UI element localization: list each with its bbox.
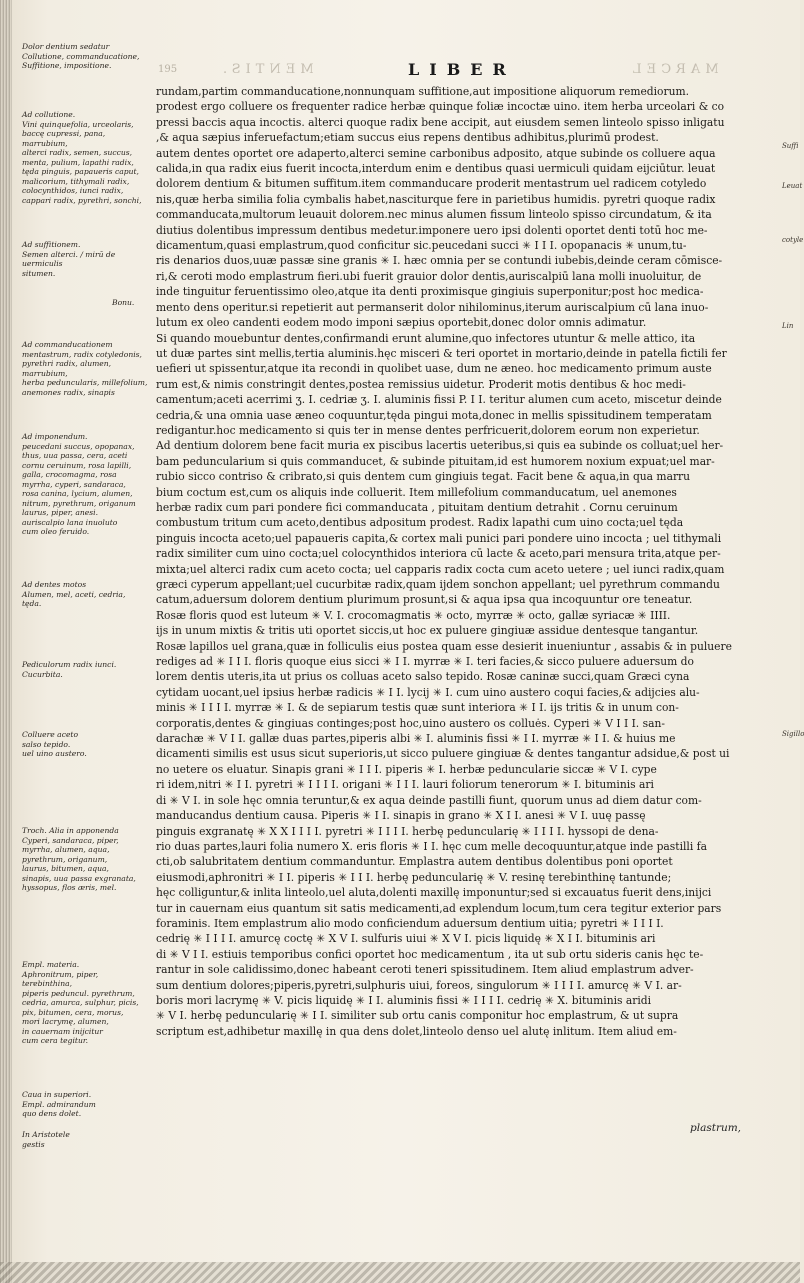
- margin-note: Empl. materia. Aphronitrum, piper, terebinthina, piperis peduncul. pyrethrum, cedria, amurca, sulphur, picis, pix, bitumen, cera, morus, mori lacrymę, alumen, in cauernam inijcitur cum cera tegitur.: [22, 960, 139, 1045]
- text-line: di ✳ V I I. estiuis temporibus confici oportet hoc medicamentum , ita ut sub ortu sideris canis hęc te-: [156, 947, 704, 961]
- text-line: græci cyperum appellant;uel cucurbitæ radix,quam ijdem sonchon appellant; uel pyrethrum commandu: [156, 578, 720, 591]
- text-line: cti,ob salubritatem dentium commanduntur. Emplastra autem dentibus dolentibus poni oportet: [156, 855, 673, 869]
- text-line: cedria,& una omnia uase æneo coquuntur,tęda pingui mota,donec in mellis spissitudinem temperatam: [156, 408, 712, 422]
- text-line: redigantur.hoc medicamento si quis ter in mense dentes perfricuerit,dolorem eorum non experietur.: [156, 423, 700, 437]
- text-line: darachæ ✳ V I I. gallæ duas partes,piperis albi ✳ I. aluminis fissi ✳ I I. myrræ ✳ I I. & huius me: [156, 732, 676, 746]
- text-line: radix similiter cum uino cocta;uel colocynthidos interiora cū lacte & aceto,pari mensura trita,atque per-: [156, 547, 721, 561]
- margin-note: Colluere aceto salso tepido. uel uino austero.: [22, 730, 87, 758]
- text-line: pinguis exgranatę ✳ X X I I I I. pyretri ✳ I I I I. herbę peduncularię ✳ I I I I. hyssopi de dena-: [156, 824, 659, 838]
- text-line: rio duas partes,lauri folia numero X. eris floris ✳ I I. hęc cum melle decoquuntur,atque inde pastilli fa: [156, 839, 707, 853]
- text-line: di ✳ V I. in sole hęc omnia teruntur,& ex aqua deinde pastilli fiunt, quorum unus ad diem datur com-: [156, 793, 702, 807]
- marginal-annotations: [22, 40, 150, 1160]
- text-line: autem dentes oportet ore adaperto,alterci semine carbonibus adposito, atque subinde os colluere aqua: [156, 146, 716, 160]
- text-line: prodest ergo colluere os frequenter radice herbæ quinque foliæ incoctæ uino. item herba urceolari & co: [156, 100, 725, 114]
- text-line: rediges ad ✳ I I I. floris quoque eius sicci ✳ I I. myrræ ✳ I. teri facies,& sicco puluere aduersum do: [156, 655, 694, 669]
- text-line: uefieri ut spissentur,atque ita recondi in quolibet uase, dum ne æneo. hoc medicamento primum auste: [156, 362, 712, 376]
- margin-note: Pediculorum radix iunci. Cucurbita.: [22, 660, 117, 679]
- margin-note: Ad dentes motos Alumen, mel, aceti, cedria, tęda.: [22, 580, 126, 608]
- text-line: nis,quæ herba similia folia cymbalis habet,nasciturque fere in parietibus humidis. pyretri quoque radix: [156, 192, 716, 206]
- right-margin-gloss: cotyle: [782, 236, 804, 244]
- main-text-block: [156, 84, 778, 1039]
- text-line: pinguis incocta aceto;uel papaueris capita,& cortex mali punici pari pondere uino incocta ; uel tithymali: [156, 531, 722, 545]
- margin-note: Dolor dentium sedatur Collutione, commanducatione, Suffitione, impositione.: [22, 42, 140, 70]
- text-line: ijs in unum mixtis & tritis uti oportet siccis,ut hoc ex puluere gingiuæ assidue dentesque tangantur.: [156, 624, 699, 638]
- text-line: Ad dentium dolorem bene facit muria ex piscibus lacertis ueteribus,si quis ea subinde os colluat;uel her-: [156, 439, 724, 453]
- bleed-through-text-left: MENTIS.: [218, 62, 314, 77]
- text-line: ri,& ceroti modo emplastrum fieri.ubi fuerit grauior dolor dentis,auriscalpiū lana molli inuoluitur, de: [156, 269, 702, 283]
- text-line: rantur in sole calidissimo,donec habeant ceroti teneri spissitudinem. Item aliud emplastrum adver-: [156, 963, 694, 977]
- right-margin-gloss: Lin: [782, 322, 794, 330]
- text-line: eiusmodi,aphronitri ✳ I I. piperis ✳ I I I. herbę peduncularię ✳ V. resinę terebinthinę tantunde;: [156, 870, 672, 884]
- text-line: bium coctum est,cum os aliquis inde colluerit. Item millefolium commanducatum, uel anemones: [156, 485, 677, 499]
- text-line: rum est,& nimis constringit dentes,postea remissius uidetur. Proderit motis dentibus & hoc medi-: [156, 377, 686, 391]
- text-line: no uetere os eluatur. Sinapis grani ✳ I I I. piperis ✳ I. herbæ peduncularie siccæ ✳ V I. cype: [156, 762, 657, 776]
- bleed-through-text-right: MARCEL: [628, 62, 719, 77]
- text-line: mento dens operitur.si repetierit aut permanserit dolor nihilominus,iterum auriscalpium cū lana inuo-: [156, 300, 709, 314]
- text-line: cytidam uocant,uel ipsius herbæ radicis ✳ I I. lycij ✳ I. cum uino austero coqui facies,& adijcies alu-: [156, 685, 700, 699]
- text-line: herbæ radix cum pari pondere fici commanducata , pituitam dentium detrahit . Cornu ceruinum: [156, 500, 678, 514]
- text-line: ri idem,nitri ✳ I I. pyretri ✳ I I I I. origani ✳ I I I. lauri foliorum tenerorum ✳ I. bituminis ari: [156, 778, 654, 792]
- text-line: bam peduncularium si quis commanducet, & subinde pituitam,id est humorem noxium expuat;uel mar-: [156, 454, 715, 468]
- text-line: hęc colliguntur,& inlita linteolo,uel aluta,dolenti maxillę imponuntur;sed si excauatus fuerit dens,inijci: [156, 886, 712, 900]
- text-line: lutum ex oleo candenti eodem modo imponi sæpius oportebit,donec dolor omnis adimatur.: [156, 316, 647, 330]
- text-line: dicamenti similis est usus sicut superioris,ut sicco puluere gingiuæ & dentes tangantur adsidue,& post ui: [156, 747, 730, 761]
- text-line: corporatis,dentes & gingiuas continges;post hoc,uino austero os colluės. Cyperi ✳ V I I I. san-: [156, 716, 665, 730]
- margin-note: Troch. Alia in apponenda Cyperi, sandaraca, piper, myrrha, alumen, aqua, pyrethrum, origanum, laurus, bitumen, aqua, sinapis, uua passa exgranata, hyssopus, flos æris, mel.: [22, 826, 136, 892]
- margin-note: In Aristotele gestis: [22, 1130, 70, 1149]
- text-line: Si quando mouebuntur dentes,confirmandi erunt alumine,quo infectores utuntur & melle attico, ita: [156, 331, 696, 345]
- text-line: foraminis. Item emplastrum alio modo conficiendum aduersum dentium uitia; pyretri ✳ I I I I.: [156, 916, 664, 930]
- text-line: lorem dentis uteris,ita ut prius os colluas aceto salso tepido. Rosæ caninæ succi,quam Græci cyna: [156, 670, 690, 684]
- text-line: tur in cauernam eius quantum sit satis medicamenti,ad explendum locum,tum cera tegitur exterior pars: [156, 901, 722, 915]
- text-line: cedrię ✳ I I I I. amurcę coctę ✳ X V I. sulfuris uiui ✳ X V I. picis liquidę ✳ X I I. bituminis ari: [156, 932, 656, 946]
- text-line: pressi baccis aqua incoctis. alterci quoque radix bene accipit, aut eiusdem semen linteolo spisso inligatu: [156, 115, 725, 129]
- text-line: calida,in qua radix eius fuerit incocta,interdum enim e dentibus quasi uermiculi quidam eijciūtur. leuat: [156, 162, 716, 176]
- margin-note: Caua in superiori. Empl. admirandum quo dens dolet.: [22, 1090, 96, 1118]
- catchword: plastrum,: [690, 1122, 742, 1134]
- text-line: minis ✳ I I I I. myrræ ✳ I. & de sepiarum testis quæ sunt interiora ✳ I I. ijs tritis & in unum con-: [156, 701, 679, 715]
- page-bottom-edge: [0, 1262, 800, 1283]
- text-line: Rosæ floris quod est luteum ✳ V. I. crocomagmatis ✳ octo, myrræ ✳ octo, gallæ syriacæ ✳ IIII.: [156, 608, 671, 622]
- text-line: inde tinguitur feruentissimo oleo,atque ita denti proximisque gingiuis superponitur;post hoc medica-: [156, 285, 704, 299]
- text-line: sum dentium dolores;piperis,pyretri,sulphuris uiui, foreos, singulorum ✳ I I I I. amurcę ✳ V I. ar-: [156, 978, 682, 992]
- text-line: ,& aqua sæpius inferuefactum;etiam succus eius repens dentibus adhibitus,plurimū prodest.: [156, 131, 659, 145]
- text-line: diutius dolentibus impressum dentibus medetur.imponere uero ipsi dolenti oportet denti totū hoc me-: [156, 223, 708, 237]
- text-line: camentum;aceti acerrimi ʒ. I. cedriæ ʒ. I. aluminis fissi P. I I. teritur alumen cum aceto, miscetur deinde: [156, 393, 722, 407]
- folio-number: 195: [158, 64, 178, 75]
- text-line: manducandus dentium causa. Piperis ✳ I I. sinapis in grano ✳ X I I. anesi ✳ V I. uuę passę: [156, 809, 646, 823]
- right-margin-gloss: Suffi: [782, 142, 799, 150]
- text-line: rundam,partim commanducatione,nonnunquam suffitione,aut impositione aliquorum remediorum.: [156, 85, 690, 98]
- margin-note: Ad collutione. Vini quinquefolia, urceolaris, baccę cupressi, pana, marrubium, alterci radix, semen, succus, menta, pulium, lapathi radix, tęda pinguis, papaueris caput, malicorium, tithymali radix, colocynthidos, iunci radix, cappari radix, pyrethri, sonchi,: [22, 110, 142, 205]
- right-margin-gloss: Leuat: [782, 182, 803, 190]
- book-binding-edge: [0, 0, 12, 1283]
- margin-note: Ad imponendum. peucedani succus, opopanax, thus, uua passa, cera, aceti cornu ceruinum, rosa lapilli, galla, crocomagma, rosa myrrha, cyperi, sandaraca, rosa canina, lycium, alumen, nitrum, pyrethrum, origanum laurus, piper, anesi. auriscalpio lana inuoluto cum oleo feruido.: [22, 432, 136, 536]
- text-line: dolorem dentium & bitumen suffitum.item commanducare proderit mentastrum uel radicem cotyledo: [156, 177, 707, 191]
- margin-note: Ad commanducationem mentastrum, radix cotyledonis, pyrethri radix, alumen, marrubium, herba peduncularis, millefolium, anemones radix, sinapis: [22, 340, 148, 397]
- text-line: mixta;uel alterci radix cum aceto cocta; uel capparis radix cocta cum aceto uetere ; uel iunci radix,quam: [156, 562, 725, 576]
- text-line: ✳ V I. herbę peduncularię ✳ I I. similiter sub ortu canis componitur hoc emplastrum, & ut supra: [156, 1009, 679, 1023]
- text-line: scriptum est,adhibetur maxillę in qua dens dolet,linteolo denso uel alutę inlitum. Item aliud em-: [156, 1024, 677, 1038]
- page-header: [158, 60, 788, 86]
- text-line: boris mori lacrymę ✳ V. picis liquidę ✳ I I. aluminis fissi ✳ I I I I. cedrię ✳ X. bituminis aridi: [156, 993, 652, 1007]
- running-head: LIBER: [408, 60, 516, 79]
- text-line: ris denarios duos,uuæ passæ sine granis ✳ I. hæc omnia per se contundi iubebis,deinde ceram cōmisce-: [156, 254, 723, 268]
- margin-note: Ad suffitionem. Semen alterci. / mirū de uermiculis situmen.: [22, 240, 116, 278]
- text-line: catum,aduersum dolorem dentium plurimum prosunt,si & aqua ipsa qua incoquuntur ore teneatur.: [156, 593, 693, 607]
- margin-note: Bonu.: [112, 298, 135, 307]
- text-line: Rosæ lapillos uel grana,quæ in folliculis eius postea quam esse desierit inueniuntur , assabis & in puluere: [156, 639, 732, 653]
- text-line: commanducata,multorum leuauit dolorem.nec minus alumen fissum linteolo spisso circundatum, & ita: [156, 208, 712, 222]
- text-line: ut duæ partes sint mellis,tertia aluminis.hęc misceri & teri oportet in mortario,deinde in patella fictili fer: [156, 346, 727, 360]
- text-line: dicamentum,quasi emplastrum,quod conficitur sic.peucedani succi ✳ I I I. opopanacis ✳ unum,tu-: [156, 239, 687, 253]
- text-line: combustum tritum cum aceto,dentibus adpositum prodest. Radix lapathi cum uino cocta;uel tęda: [156, 516, 684, 530]
- right-margin-gloss: Sigillo: [782, 730, 804, 738]
- text-line: rubio sicco contriso & cribrato,si quis dentem cum gingiuis tegat. Facit bene & aqua,in qua marru: [156, 470, 691, 484]
